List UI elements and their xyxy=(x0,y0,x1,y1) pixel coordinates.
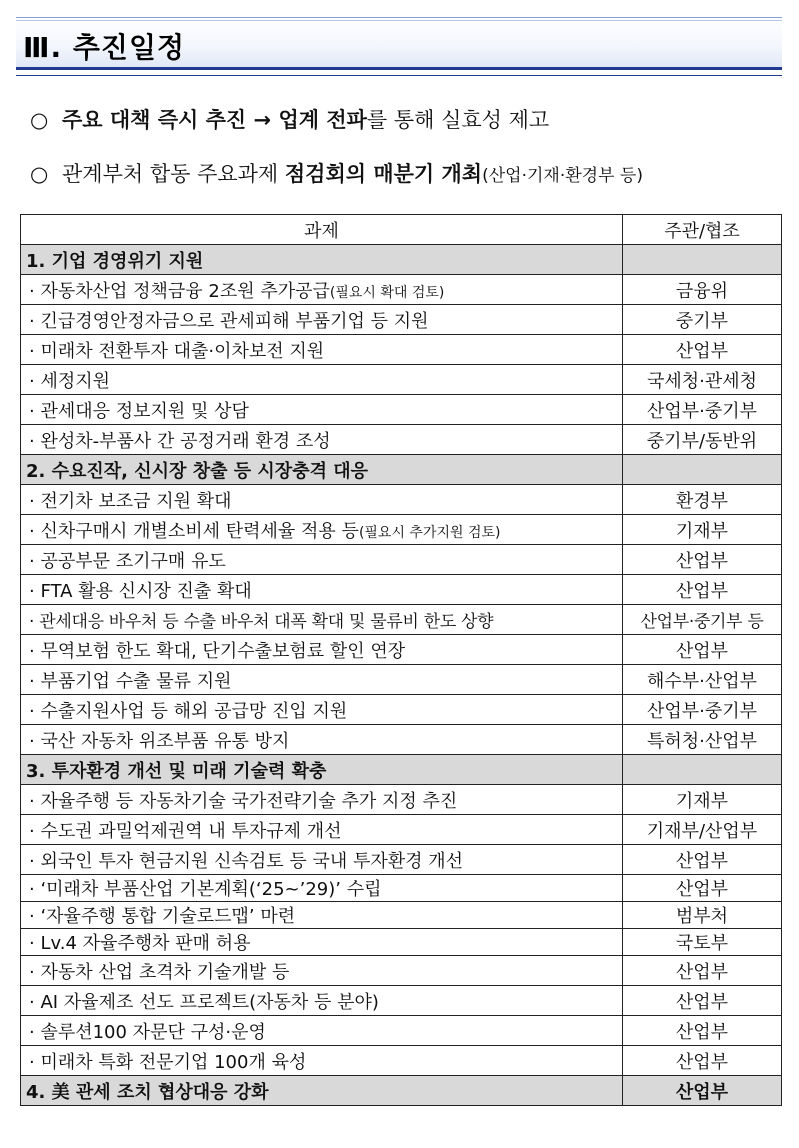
section-numeral: Ⅲ. xyxy=(23,31,63,64)
org-cell: 산업부 xyxy=(623,1016,782,1046)
org-cell: 기재부 xyxy=(623,785,782,815)
task-text: 3. 투자환경 개선 및 미래 기술력 확충 xyxy=(26,760,327,782)
org-cell: 산업부 xyxy=(623,1076,782,1106)
bullet-mark: ○ xyxy=(30,108,49,132)
task-cell xyxy=(21,395,623,425)
task-note: (필요시 확대 검토) xyxy=(329,284,445,301)
task-cell xyxy=(21,815,623,845)
table-body xyxy=(21,245,782,1106)
table-row xyxy=(21,545,782,575)
task-cell xyxy=(21,695,623,725)
category-title xyxy=(21,245,623,275)
org-cell: 중기부/동반위 xyxy=(623,425,782,455)
table-row xyxy=(21,845,782,875)
category-row xyxy=(21,245,782,275)
table-row xyxy=(21,275,782,305)
org-cell xyxy=(623,455,782,485)
schedule-table xyxy=(20,214,782,1106)
task-cell xyxy=(21,365,623,395)
org-cell: 산업부 xyxy=(623,335,782,365)
table-row xyxy=(21,725,782,755)
category-row xyxy=(21,455,782,485)
bullet-item xyxy=(30,158,643,188)
task-cell xyxy=(21,1016,623,1046)
task-cell xyxy=(21,929,623,956)
task-cell xyxy=(21,575,623,605)
category-title xyxy=(21,455,623,485)
table-row xyxy=(21,305,782,335)
table-row xyxy=(21,785,782,815)
table-row xyxy=(21,815,782,845)
org-cell: 금융위 xyxy=(623,275,782,305)
task-text: · 공공부문 조기구매 유도 xyxy=(29,550,226,572)
table-row xyxy=(21,395,782,425)
task-text: · FTA 활용 신시장 진출 확대 xyxy=(29,580,252,602)
task-text: · 외국인 투자 현금지원 신속검토 등 국내 투자환경 개선 xyxy=(29,850,464,872)
task-text: · ‘미래차 부품산업 기본계획(‘25~’29)’ 수립 xyxy=(29,879,382,900)
task-text: · 긴급경영안정자금으로 관세피해 부품기업 등 지원 xyxy=(29,310,429,332)
task-cell xyxy=(21,305,623,335)
table-row xyxy=(21,605,782,635)
task-cell xyxy=(21,956,623,986)
task-text: · 수출지원사업 등 해외 공급망 진입 지원 xyxy=(29,700,348,722)
task-cell xyxy=(21,485,623,515)
bullet-mark: ○ xyxy=(30,162,49,186)
org-cell: 환경부 xyxy=(623,485,782,515)
task-cell xyxy=(21,902,623,929)
task-text: · 세정지원 xyxy=(29,370,110,392)
task-text: · 미래차 전환투자 대출·이차보전 지원 xyxy=(29,340,325,362)
table-row xyxy=(21,902,782,929)
task-cell xyxy=(21,605,623,635)
org-cell: 산업부 xyxy=(623,575,782,605)
org-cell: 기재부/산업부 xyxy=(623,815,782,845)
task-cell xyxy=(21,425,623,455)
task-text: · 관세대응 정보지원 및 상담 xyxy=(29,400,249,422)
task-cell xyxy=(21,785,623,815)
task-cell xyxy=(21,545,623,575)
table-row xyxy=(21,986,782,1016)
table-row xyxy=(21,335,782,365)
task-note: (필요시 추가지원 검토) xyxy=(358,524,501,541)
org-cell: 산업부·중기부 xyxy=(623,395,782,425)
org-cell: 범부처 xyxy=(623,902,782,929)
table-row xyxy=(21,1046,782,1076)
bullet-note: (산업·기재·환경부 등) xyxy=(482,166,643,186)
org-cell xyxy=(623,755,782,785)
task-text: · 자율주행 등 자동차기술 국가전략기술 추가 지정 추진 xyxy=(29,790,458,812)
org-cell: 산업부 xyxy=(623,545,782,575)
task-cell xyxy=(21,635,623,665)
org-cell: 국세청·관세청 xyxy=(623,365,782,395)
section-header xyxy=(16,17,782,70)
task-cell xyxy=(21,1046,623,1076)
task-text: · 신차구매시 개별소비세 탄력세율 적용 등 xyxy=(29,520,359,542)
bullet-bold-text: 주요 대책 즉시 추진 → 업계 전파 xyxy=(62,108,367,132)
bullet-item xyxy=(30,104,549,134)
category-title xyxy=(21,755,623,785)
table-row xyxy=(21,875,782,902)
task-text: · AI 자율제조 선도 프로젝트(자동차 등 분야) xyxy=(29,991,379,1013)
org-cell: 산업부 xyxy=(623,956,782,986)
org-cell xyxy=(623,245,782,275)
bullet-bold-text: 점검회의 매분기 개최 xyxy=(284,162,483,186)
org-cell: 산업부 xyxy=(623,986,782,1016)
org-cell: 산업부·중기부 xyxy=(623,695,782,725)
table-row xyxy=(21,635,782,665)
task-cell xyxy=(21,515,623,545)
task-text: · 수도권 과밀억제권역 내 투자규제 개선 xyxy=(29,820,342,842)
category-title xyxy=(21,1076,623,1106)
table-row xyxy=(21,515,782,545)
org-cell: 기재부 xyxy=(623,515,782,545)
task-text: · ‘자율주행 통합 기술로드맵’ 마련 xyxy=(29,906,296,927)
table-row xyxy=(21,485,782,515)
table-row xyxy=(21,1016,782,1046)
table-row xyxy=(21,365,782,395)
category-row xyxy=(21,1076,782,1106)
org-cell: 특허청·산업부 xyxy=(623,725,782,755)
org-cell: 중기부 xyxy=(623,305,782,335)
table-row xyxy=(21,575,782,605)
org-cell: 해수부·산업부 xyxy=(623,665,782,695)
table-header-row xyxy=(21,215,782,245)
table-row xyxy=(21,956,782,986)
org-cell: 산업부 xyxy=(623,875,782,902)
task-text: · 부품기업 수출 물류 지원 xyxy=(29,670,232,692)
header-rule-thin xyxy=(16,75,782,76)
org-cell: 국토부 xyxy=(623,929,782,956)
table-row xyxy=(21,425,782,455)
org-cell: 산업부 xyxy=(623,635,782,665)
task-text: · 무역보험 한도 확대, 단기수출보험료 할인 연장 xyxy=(29,640,406,662)
task-text: · 솔루션100 자문단 구성·운영 xyxy=(29,1021,266,1043)
bullet-text: 를 통해 실효성 제고 xyxy=(366,108,550,132)
task-text: · 국산 자동차 위조부품 유통 방지 xyxy=(29,730,290,752)
header-rule-thick xyxy=(16,67,782,70)
org-cell: 산업부 xyxy=(623,845,782,875)
task-cell xyxy=(21,665,623,695)
task-text: · 완성차-부품사 간 공정거래 환경 조성 xyxy=(29,430,331,452)
task-cell xyxy=(21,275,623,305)
table-row xyxy=(21,665,782,695)
table-row xyxy=(21,929,782,956)
bullet-text: 관계부처 합동 주요과제 xyxy=(62,162,285,186)
task-text: 1. 기업 경영위기 지원 xyxy=(26,250,204,272)
org-cell: 산업부·중기부 등 xyxy=(623,605,782,635)
org-cell: 산업부 xyxy=(623,1046,782,1076)
category-row xyxy=(21,755,782,785)
task-cell xyxy=(21,875,623,902)
task-text: · 관세대응 바우처 등 수출 바우처 대폭 확대 및 물류비 한도 상향 xyxy=(29,612,494,632)
task-text: · 미래차 특화 전문기업 100개 육성 xyxy=(29,1051,307,1073)
header-org: 주관/협조 xyxy=(623,215,782,245)
task-text: · 자동차 산업 초격차 기술개발 등 xyxy=(29,961,290,983)
task-cell xyxy=(21,845,623,875)
header-rule xyxy=(16,20,782,21)
header-task: 과제 xyxy=(21,215,623,245)
task-cell xyxy=(21,725,623,755)
table-row xyxy=(21,695,782,725)
task-text: 4. 美 관세 조치 협상대응 강화 xyxy=(26,1081,269,1103)
task-cell xyxy=(21,986,623,1016)
task-text: · 전기차 보조금 지원 확대 xyxy=(29,490,232,512)
task-text: · 자동차산업 정책금융 2조원 추가공급 xyxy=(29,280,330,302)
task-cell xyxy=(21,335,623,365)
task-text: 2. 수요진작, 신시장 창출 등 시장충격 대응 xyxy=(26,460,369,482)
section-title-text: 추진일정 xyxy=(72,31,186,64)
section-title xyxy=(23,26,185,66)
task-text: · Lv.4 자율주행차 판매 허용 xyxy=(29,933,251,954)
